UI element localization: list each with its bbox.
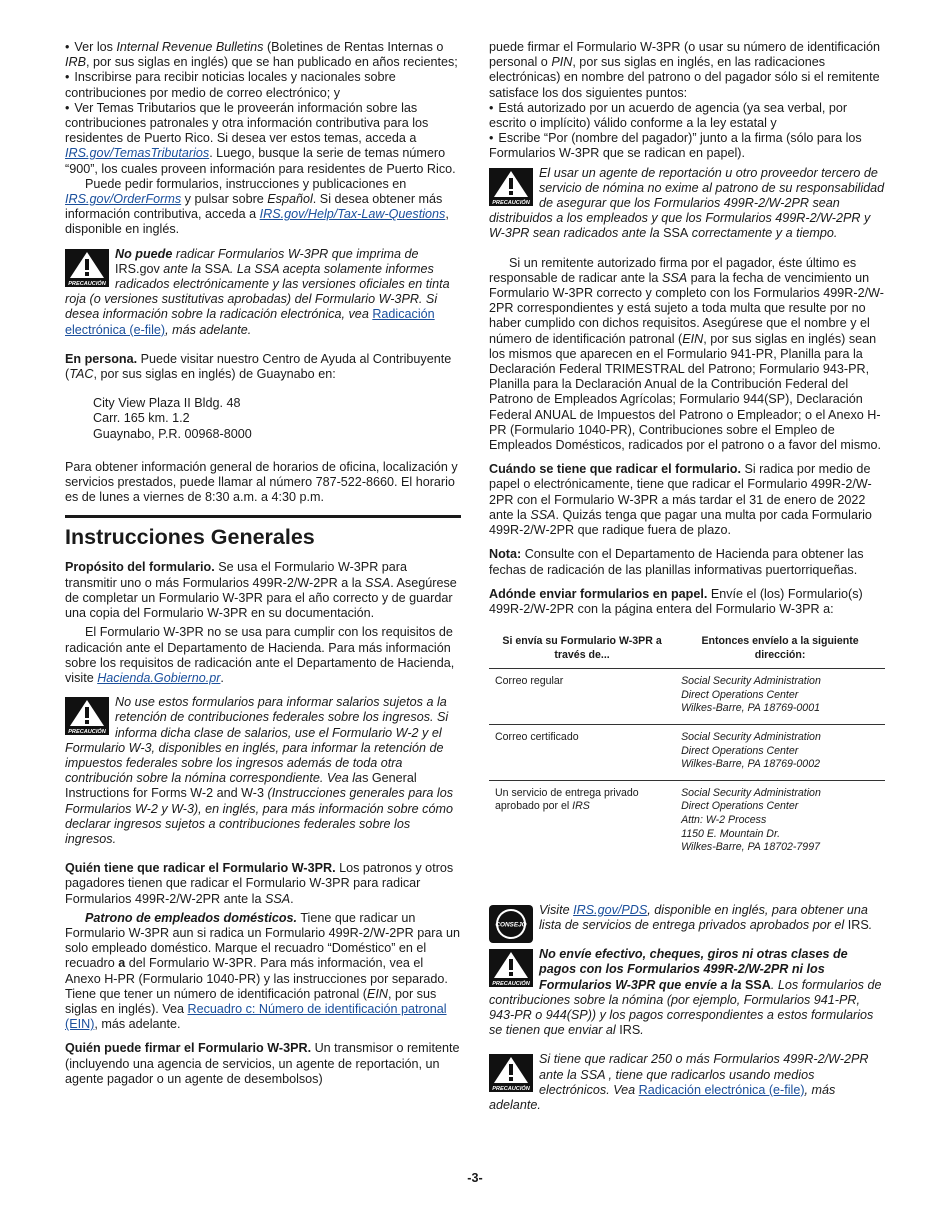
bullet-agency-agreement: • Está autorizado por un acuerdo de agencia (ya sea verbal, por escrito o implícito) válido conforme a la ley estatal y xyxy=(489,101,885,131)
note-paragraph: Nota: Consulte con el Departamento de Hacienda para obtener las fechas de radicación de las planillas informativas puertorriqueñas. xyxy=(489,547,864,577)
order-forms-paragraph: Puede pedir formularios, instrucciones y publicaciones en IRS.gov/OrderForms y pulsar sobre Español. Si desea obtener más información contributiva, acceda a IRS.gov/Help/Tax-Law-Questions, disponible en inglés. xyxy=(65,176,449,237)
link-tax-law-questions[interactable]: IRS.gov/Help/Tax-Law-Questions xyxy=(259,207,446,222)
authorized-agent-paragraph: Si un remitente autorizado firma por el pagador, éste último es responsable de radicar ante la SSA para la fecha de vencimiento un Formulario W-3PR correcto y completo con los Formularios 499R-2/W-2PR correspondientes y está sujeto a toda multa que resulte por no haber cumplido con dichos requisitos. Asegúrese que el nombre y el número de identificación patronal (EIN, por sus siglas en inglés) sean los mismos que aparecen en el Formulario 941-PR, Planilla para la Declaración Federal TRIMESTRAL del Patrono; Formulario 943-PR, Planilla para la Declaración Anual de la Contribución Federal del Patrono de Empleados Agrícolas; Formulario 944(SP), Declaración Federal ANUAL de Impuestos del Patrono o Empleador; o el Anexo H-PR (Formulario 1040-PR), Contribuciones sobre el Empleo de Empleados Domésticos, radicados por el patrono o a favor del mismo. xyxy=(489,255,884,453)
link-box-c-ein[interactable]: Recuadro c: Número de identificación patronal (EIN) xyxy=(65,1001,447,1032)
who-must-file-paragraph: Quién tiene que radicar el Formulario W-3PR. Los patronos y otros pagadores tienen que radicar el Formulario W-3PR para radicar Formularios 499R-2/W-2PR ante la SSA. xyxy=(65,861,454,906)
who-may-sign-continued: puede firmar el Formulario W-3PR (o usar su número de identificación personal o PIN, por sus siglas en inglés, en las radicaciones electrónicas) en nombre del patrono o del pagador sólo si el remitente satisface los dos siguientes puntos: xyxy=(489,40,881,100)
caution-icon-label: PRECAUCIÓN xyxy=(492,199,530,206)
caution-icon-label: PRECAUCIÓN xyxy=(68,729,106,736)
link-efile[interactable]: Radicación electrónica (e-file) xyxy=(65,307,435,337)
tip-private-delivery: CONSEJO Visite IRS.gov/PDS, disponible en inglés, para obtener una lista de servicios de entrega privados aprobados por el IRS. xyxy=(489,903,885,933)
caution-icon-label: PRECAUCIÓN xyxy=(68,280,106,287)
bullet-topics: • Ver Temas Tributarios que le proveerán información sobre las contribuciones patronales y otra información contributiva para los residentes de Puerto Rico. Si desea ver estos temas, acceda a IRS.gov/TemasTributarios. Luego, busque la serie de temas número “900”, los cuales proveen información para residentes de Puerto Rico. xyxy=(65,101,461,177)
table-cell-method: Un servicio de entrega privado aprobado por el IRS xyxy=(495,786,639,813)
link-irs-pds[interactable]: IRS.gov/PDS xyxy=(573,902,648,917)
caution-icon xyxy=(489,168,533,206)
tip-icon xyxy=(489,905,533,943)
caution-icon xyxy=(65,249,109,287)
caution-icon-label: PRECAUCIÓN xyxy=(492,981,530,988)
link-temas-tributarios[interactable]: IRS.gov/TemasTributarios xyxy=(65,146,210,161)
bullet-email: • Inscribirse para recibir noticias locales y nacionales sobre contribuciones por medio de correo electrónico; y xyxy=(65,70,461,100)
table-cell-method: Correo regular xyxy=(489,669,675,725)
table-header-row xyxy=(489,631,885,669)
caution-efile-note: PRECAUCIÓN No puede radicar Formularios W-3PR que imprima de IRS.gov ante la SSA. La SSA acepta solamente informes radicados electrónicamente y las versiones oficiales en tinta roja (o versiones sustitutivas aprobadas) del Formulario W-3PR. Si desea información sobre la radicación electrónica, vea Radicación electrónica (e-file), más adelante. xyxy=(65,246,450,337)
table-cell-method: Correo certificado xyxy=(489,725,675,781)
link-efile-2[interactable]: Radicación electrónica (e-file) xyxy=(638,1082,805,1097)
table-row xyxy=(489,669,885,725)
caution-icon-label: PRECAUCIÓN xyxy=(492,1086,530,1093)
mailing-address-table xyxy=(489,631,885,863)
caution-icon xyxy=(65,697,109,735)
caution-electronic-250: PRECAUCIÓN Si tiene que radicar 250 o más Formularios 499R-2/W-2PR ante la SSA , tiene que radicarlos usando medios electrónicos. Vea Radicación electrónica (e-file), más adelante. xyxy=(489,1052,869,1113)
link-order-forms[interactable]: IRS.gov/OrderForms xyxy=(65,192,182,207)
caution-icon xyxy=(489,1054,533,1092)
who-may-sign-paragraph: Quién puede firmar el Formulario W-3PR. Un transmisor o remitente (incluyendo una agencia de servicios, un agente de reportación, un agente pagador o un agente de desembolsos) xyxy=(65,1041,460,1086)
table-cell-address: Social Security Administration Direct Operations Center Wilkes-Barre, PA 18769-0002 xyxy=(675,725,885,781)
guaynabo-address: City View Plaza II Bldg. 48 Carr. 165 km. 1.2 Guaynabo, P.R. 00968-8000 xyxy=(93,396,252,441)
table-row xyxy=(489,780,885,862)
caution-reporting-agent: PRECAUCIÓN El usar un agente de reportación u otro proveedor tercero de servicio de nómina no exime al patrono de su responsabilidad de asegurar que los Formularios 499R-2/W-2PR sean distribuidos a los empleados y que los Formularios 499R-2/W-2PR y W-3PR sean radicados ante la SSA correctamente y a tiempo. xyxy=(489,165,885,241)
hacienda-paragraph: El Formulario W-3PR no se usa para cumplir con los requisitos de radicación ante el Departamento de Hacienda. Para más información sobre los requisitos de radicación ante el Departamento de Hacienda, visite Hacienda.Gobierno.pr. xyxy=(65,625,455,685)
office-hours: Para obtener información general de horarios de oficina, localización y servicios prestados, puede llamar al número 787-522-8660. El horario es de lunes a viernes de 8:30 a.m. a 4:30 p.m. xyxy=(65,459,458,505)
left-column xyxy=(65,40,461,1096)
bullet-irb: • Ver los Internal Revenue Bulletins (Boletines de Rentas Internas o IRB, por sus siglas en inglés) que se han publicado en años recientes; xyxy=(65,40,461,70)
table-header-address: Entonces envíelo a la siguiente dirección: xyxy=(675,631,885,669)
in-person-paragraph: En persona. Puede visitar nuestro Centro de Ayuda al Contribuyente (TAC, por sus siglas en inglés) de Guaynabo en: xyxy=(65,351,452,382)
when-to-file-paragraph: Cuándo se tiene que radicar el formulario. Si radica por medio de papel o electrónicamente, tiene que radicar el Formulario 499R-2/W-2PR con el Formulario W-3PR a más tardar el 31 de enero de 2022 ante la SSA. Quizás tenga que pagar una multa por cada Formulario 499R-2/W-2PR que radique fuera de plazo. xyxy=(489,462,872,538)
caution-icon xyxy=(489,949,533,987)
table-header-method: Si envía su Formulario W-3PR a través de... xyxy=(489,631,675,669)
caution-federal-wages: PRECAUCIÓN No use estos formularios para informar salarios sujetos a la retención de contribuciones federales sobre los ingresos. Si informa dicha clase de salarios, use el Formulario W-2 y el Formulario W-3, disponibles en inglés, para informar la retención de impuestos federales sobre los ingresos además de toda otra contribución sobre la nómina correspondiente. Vea las General Instructions for Forms W-2 and W-3 (Instrucciones generales para los Formularios W-2 y W-3), en inglés, para más información sobre cómo declarar ingresos sujetos a contribuciones federales sobre los ingresos. xyxy=(65,695,454,846)
purpose-paragraph: Propósito del formulario. Se usa el Formulario W-3PR para transmitir uno o más Formularios 499R-2/W-2PR a la SSA. Asegúrese de completar un Formulario W-3PR para el año correcto y de guardar una copia del Formulario W-3PR en su documentación. xyxy=(65,560,457,621)
bullet-sign-for: • Escribe “Por (nombre del pagador)” junto a la firma (sólo para los Formularios W-3PR que se radican en papel). xyxy=(489,131,885,161)
table-cell-address: Social Security Administration Direct Operations Center Attn: W-2 Process 1150 E. Mountain Dr. Wilkes-Barre, PA 18702-7997 xyxy=(681,786,821,854)
where-to-send-paragraph: Adónde enviar formularios en papel. Envíe el (los) Formulario(s) 499R-2/W-2PR con la página entera del Formulario W-3PR a: xyxy=(489,586,863,616)
right-column xyxy=(489,40,885,1127)
table-cell-address: Social Security Administration Direct Operations Center Wilkes-Barre, PA 18769-0001 xyxy=(675,669,885,725)
tip-icon-label: CONSEJO xyxy=(495,921,527,929)
link-hacienda[interactable]: Hacienda.Gobierno.pr xyxy=(97,670,221,685)
page-number: -3- xyxy=(467,1171,483,1185)
caution-no-cash: PRECAUCIÓN No envíe efectivo, cheques, giros ni otras clases de pagos con los Formularios 499R-2/W-2PR ni los Formularios W-3PR que envíe a la SSA. Los formularios de contribuciones sobre la nómina (por ejemplo, Formularios 941-PR, 943-PR o 944(SP)) y los pagos correspondientes a estos formularios se tienen que enviar al IRS. xyxy=(489,947,882,1038)
section-heading: Instrucciones Generales xyxy=(65,515,461,550)
table-row xyxy=(489,725,885,781)
household-employer-paragraph: Patrono de empleados domésticos. Tiene que radicar un Formulario W-3PR aun si radica un Formulario 499R-2/W-2PR para un solo empleado doméstico. Marque el recuadro “Doméstico” en el recuadro a del Formulario W-3PR. Para más información, vea el Anexo H-PR (Formulario 1040-PR) y las instrucciones por separado. Tiene que tener un número de identificación patronal (EIN, por sus siglas en inglés). Vea Recuadro c: Número de identificación patronal (EIN), más adelante. xyxy=(65,910,460,1032)
